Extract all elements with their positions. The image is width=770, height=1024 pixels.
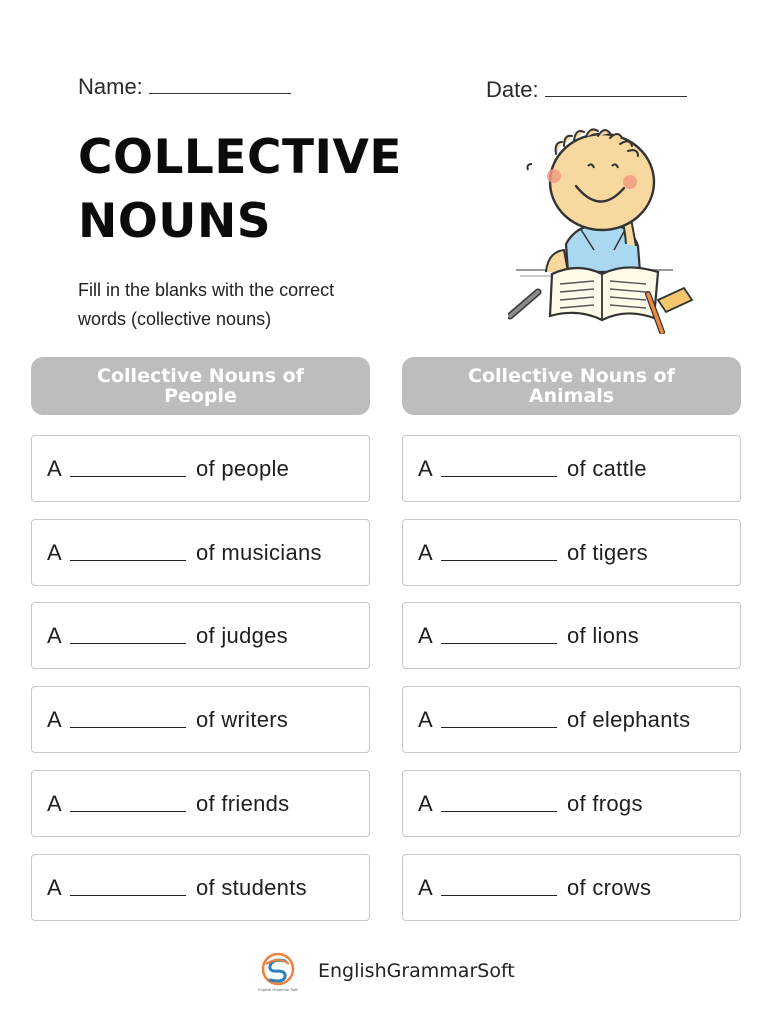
animals-header-line-1: Collective Nouns of [468, 365, 675, 387]
item-phrase: of friends [195, 790, 290, 816]
item-phrase: of judges [195, 622, 288, 648]
item-article: A [47, 539, 62, 565]
people-item [31, 686, 370, 753]
people-item [31, 602, 370, 669]
item-phrase: of musicians [195, 539, 322, 565]
instructions-line-1: Fill in the blanks with the correct [78, 280, 335, 300]
instructions [78, 276, 418, 334]
animals-item [402, 770, 741, 837]
name-blank-line[interactable] [149, 92, 291, 94]
answer-blank[interactable] [441, 879, 557, 896]
item-article: A [47, 706, 62, 732]
item-article: A [418, 455, 433, 481]
item-article: A [47, 790, 62, 816]
item-article: A [418, 622, 433, 648]
date-label: Date: [486, 77, 539, 102]
answer-blank[interactable] [441, 460, 557, 477]
footer-brand-name[interactable]: EnglishGrammarSoft [318, 960, 515, 982]
logo-text: English Grammar Soft [258, 988, 298, 992]
answer-blank[interactable] [70, 544, 186, 561]
item-article: A [47, 874, 62, 900]
item-phrase: of elephants [566, 706, 691, 732]
people-item [31, 854, 370, 921]
item-article: A [418, 790, 433, 816]
item-phrase: of frogs [566, 790, 643, 816]
animals-item [402, 686, 741, 753]
answer-blank[interactable] [441, 711, 557, 728]
item-article: A [418, 706, 433, 732]
item-phrase: of crows [566, 874, 652, 900]
boy-reading-book-illustration [508, 124, 696, 334]
item-phrase: of students [195, 874, 307, 900]
name-field[interactable] [78, 74, 291, 100]
worksheet-title [78, 126, 402, 254]
animals-item [402, 519, 741, 586]
animals-item [402, 602, 741, 669]
answer-blank[interactable] [70, 795, 186, 812]
item-article: A [47, 622, 62, 648]
people-item [31, 435, 370, 502]
people-item [31, 770, 370, 837]
item-phrase: of writers [195, 706, 289, 732]
answer-blank[interactable] [441, 795, 557, 812]
date-blank-line[interactable] [545, 95, 687, 97]
answer-blank[interactable] [70, 879, 186, 896]
item-phrase: of cattle [566, 455, 647, 481]
item-article: A [47, 455, 62, 481]
title-line-1: COLLECTIVE [78, 130, 402, 185]
people-header-line-2: People [164, 385, 237, 407]
date-field[interactable] [486, 77, 687, 103]
people-item [31, 519, 370, 586]
item-article: A [418, 874, 433, 900]
answer-blank[interactable] [441, 544, 557, 561]
answer-blank[interactable] [70, 711, 186, 728]
column-header-animals [402, 357, 741, 415]
people-header-line-1: Collective Nouns of [97, 365, 304, 387]
englishgrammarsoft-logo-icon [258, 952, 298, 992]
item-phrase: of lions [566, 622, 640, 648]
title-line-2: NOUNS [78, 194, 272, 249]
animals-item [402, 435, 741, 502]
item-phrase: of people [195, 455, 290, 481]
answer-blank[interactable] [441, 627, 557, 644]
column-header-people [31, 357, 370, 415]
name-label: Name: [78, 74, 143, 99]
item-article: A [418, 539, 433, 565]
animals-header-line-2: Animals [528, 385, 615, 407]
item-phrase: of tigers [566, 539, 648, 565]
answer-blank[interactable] [70, 627, 186, 644]
animals-item [402, 854, 741, 921]
instructions-line-2: words (collective nouns) [78, 309, 272, 329]
answer-blank[interactable] [70, 460, 186, 477]
